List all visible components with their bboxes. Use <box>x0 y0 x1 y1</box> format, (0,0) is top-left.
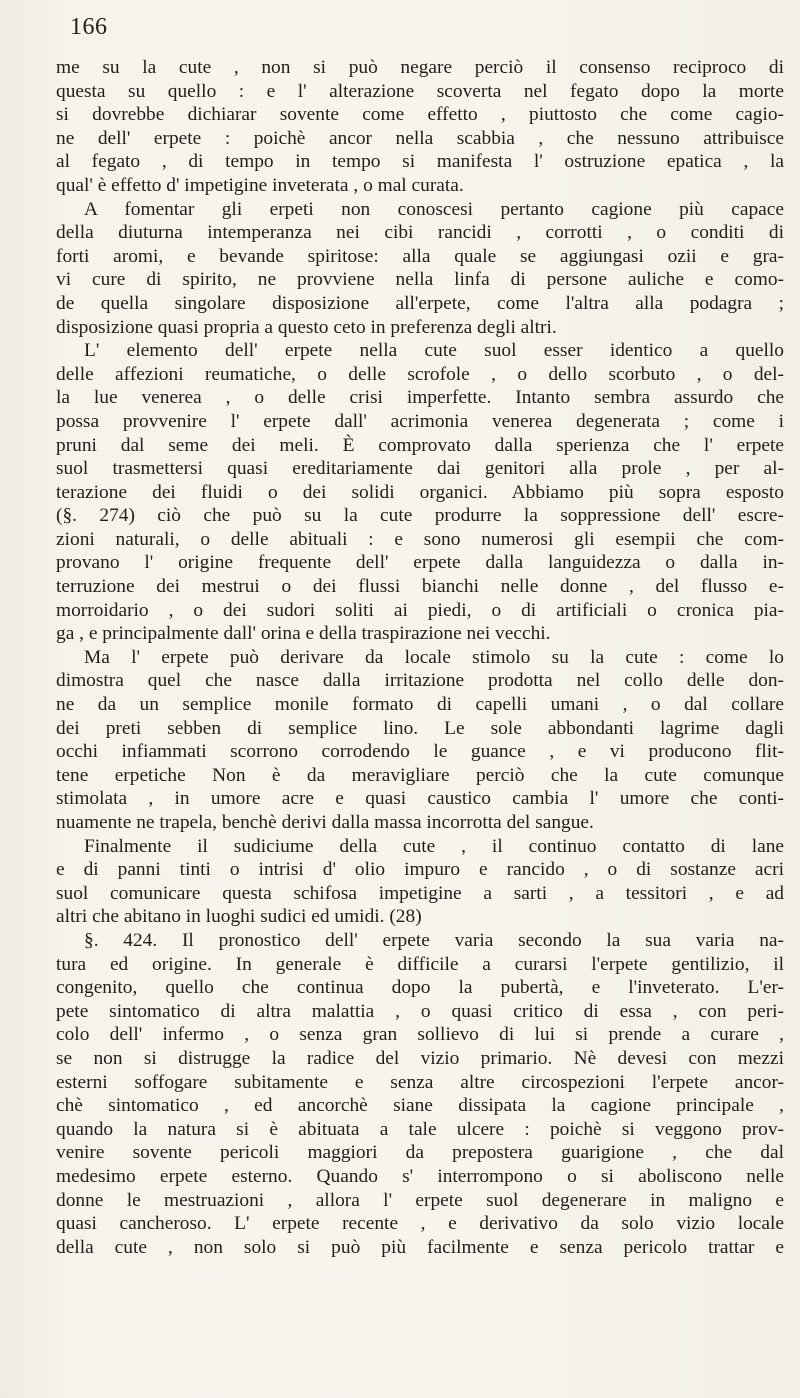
text-line: colo dell' infermo , o senza gran sollievo di lui si prende a curare , <box>56 1024 784 1046</box>
text-line: Ma l' erpete può derivare da locale stimolo su la cute : come lo <box>84 646 784 668</box>
text-line: terazione dei fluidi o dei solidi organici. Abbiamo più sopra esposto <box>56 481 784 503</box>
text-line: suol comunicare questa schifosa impetigine a sarti , a tessitori , e ad <box>56 882 784 904</box>
text-line: de quella singolare disposizione all'erpete, come l'altra alla podagra ; <box>56 292 784 314</box>
text-line: terruzione dei mestrui o dei flussi bianchi nelle donne , del flusso e- <box>56 576 784 598</box>
page-number: 166 <box>70 14 108 40</box>
text-line: altri che abitano in luoghi sudici ed umidi. (28) <box>56 906 422 928</box>
text-line: e di panni tinti o intrisi d' olio impuro e rancido , o di sostanze acri <box>56 859 784 881</box>
text-line: provano l' origine frequente dell' erpete dalla languidezza o dalla in- <box>56 552 784 574</box>
text-line: delle affezioni reumatiche, o delle scrofole , o dello scorbuto , o del- <box>56 363 784 385</box>
text-line: occhi infiammati scorrono corrodendo le guance , e vi producono flit- <box>56 741 784 763</box>
text-line: possa provvenire l' erpete dall' acrimonia venerea degenerata ; come i <box>56 410 784 432</box>
text-line: tene erpetiche Non è da meravigliare perciò che la cute comunque <box>56 764 784 786</box>
text-line: zioni naturali, o delle abituali : e sono numerosi gli esempii che com- <box>56 528 784 550</box>
text-line: me su la cute , non si può negare perciò il consenso reciproco di <box>56 57 784 78</box>
text-line: ne dell' erpete : poichè ancor nella scabbia , che nessuno attribuisce <box>56 127 784 149</box>
text-line: della cute , non solo si può più facilmente e senza pericolo trattar e <box>56 1236 784 1258</box>
text-line: forti aromi, e bevande spiritose: alla quale se aggiungasi ozii e gra- <box>56 245 784 267</box>
text-line: dimostra quel che nasce dalla irritazione prodotta nel collo delle don- <box>56 670 784 692</box>
text-line: medesimo erpete esterno. Quando s' interrompono o si aboliscono nelle <box>56 1165 784 1187</box>
text-line: disposizione quasi propria a questo ceto in preferenza degli altri. <box>56 316 557 338</box>
text-line: esterni soffogare subitamente e senza altre circospezioni l'erpete ancor- <box>56 1071 784 1093</box>
text-line: questa su quello : e l' alterazione scoverta nel fegato dopo la morte <box>56 80 784 102</box>
text-line: se non si distrugge la radice del vizio primario. Nè devesi con mezzi <box>56 1047 784 1069</box>
text-line: stimolata , in umore acre e quasi caustico cambia l' umore che conti- <box>56 788 784 810</box>
body-text <box>56 56 784 1259</box>
text-line: §. 424. Il pronostico dell' erpete varia secondo la sua varia na- <box>84 929 784 951</box>
text-line: quasi cancheroso. L' erpete recente , e derivativo da solo vizio locale <box>56 1213 784 1235</box>
text-line: pete sintomatico di altra malattia , o quasi critico di essa , con peri- <box>56 1000 784 1022</box>
text-line: al fegato , di tempo in tempo si manifesta l' ostruzione epatica , la <box>56 151 784 173</box>
text-line: la lue venerea , o delle crisi imperfette. Intanto sembra assurdo che <box>56 387 784 409</box>
text-line: morroidario , o dei sudori soliti ai piedi, o di artificiali o cronica pia- <box>56 599 784 621</box>
text-line: qual' è effetto d' impetigine inveterata , o mal curata. <box>56 174 464 196</box>
text-line: quando la natura si è abituata a tale ulcere : poichè si veggono prov- <box>56 1118 784 1140</box>
text-line: venire sovente pericoli maggiori da prepostera guarigione , che dal <box>56 1142 784 1164</box>
text-line: L' elemento dell' erpete nella cute suol esser identico a quello <box>84 340 784 362</box>
text-line: (§. 274) ciò che può su la cute produrre la soppressione dell' escre- <box>56 505 784 527</box>
text-line: vi cure di spirito, ne provviene nella linfa di persone auliche e como- <box>56 269 784 291</box>
text-line: chè sintomatico , ed ancorchè siane dissipata la cagione principale , <box>56 1095 784 1117</box>
text-line: della diuturna intemperanza nei cibi rancidi , corrotti , o conditi di <box>56 222 784 244</box>
text-line: ga , e principalmente dall' orina e della traspirazione nei vecchi. <box>56 623 551 645</box>
text-line: congenito, quello che continua dopo la pubertà, e l'inveterato. L'er- <box>56 977 784 999</box>
text-line: nuamente ne trapela, benchè derivi dalla massa incorrotta del sangue. <box>56 812 594 833</box>
text-line: ne da un semplice monile formato di capelli umani , o dal collare <box>56 694 784 716</box>
text-line: donne le mestruazioni , allora l' erpete suol degenerare in maligno e <box>56 1189 784 1211</box>
text-line: A fomentar gli erpeti non conoscesi pertanto cagione più capace <box>84 198 784 220</box>
text-line: Finalmente il sudiciume della cute , il continuo contatto di lane <box>84 835 784 857</box>
text-line: si dovrebbe dichiarar sovente come effetto , piuttosto che come cagio- <box>56 104 784 126</box>
text-line: dei preti sebben di semplice lino. Le sole abbondanti lagrime dagli <box>56 717 784 739</box>
text-line: tura ed origine. In generale è difficile a curarsi l'erpete gentilizio, il <box>56 953 784 975</box>
text-line: suol trasmettersi quasi ereditariamente dai genitori alla prole , per al- <box>56 458 784 480</box>
text-line: pruni dal seme dei meli. È comprovato dalla sperienza che l' erpete <box>56 434 784 456</box>
